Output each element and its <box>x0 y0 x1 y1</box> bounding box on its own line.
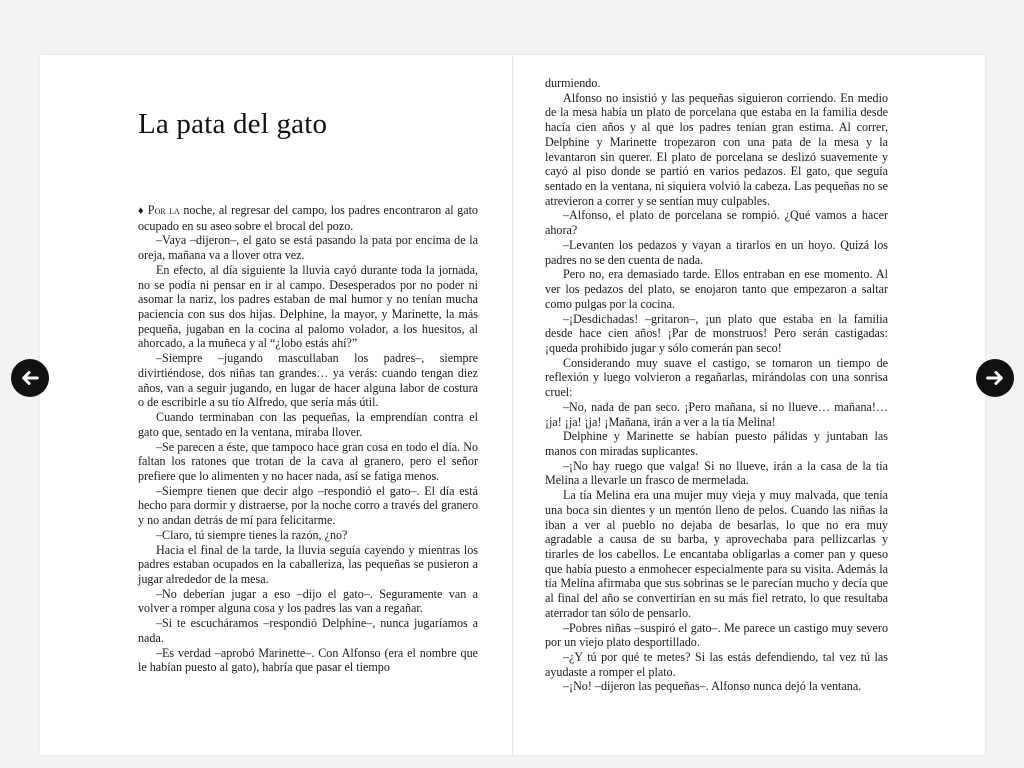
paragraph: –Si te escucháramos –respondió Delphine–, nunca jugaríamos a nada. <box>138 616 478 645</box>
paragraph: –Levanten los pedazos y vayan a tirarlos en un hoyo. Quizá los padres no se den cuenta de nada. <box>545 237 888 267</box>
paragraph: –¡No! –dijeron las pequeñas–. Alfonso nunca dejó la ventana. <box>563 679 862 694</box>
arrow-right-icon <box>984 367 1006 389</box>
paragraph: –Pobres niñas –suspiró el gato–. Me parece un castigo muy severo por un viejo plato desportillado. <box>545 620 888 650</box>
opening-paragraph <box>138 203 478 233</box>
paragraph: –No, nada de pan seco. ¡Pero mañana, si no llueve… mañana!… ¡ja! ¡ja! ¡ja! ¡Mañana, irán a ver a la tía Melina! <box>545 399 888 429</box>
chapter-title: La pata del gato <box>138 108 328 140</box>
paragraph: –Es verdad –aprobó Marinette–. Con Alfonso (era el nombre que le habían puesto al gato), habría que pasar el tiempo <box>138 645 478 675</box>
paragraph: –Alfonso, el plato de porcelana se rompió. ¿Qué vamos a hacer ahora? <box>545 208 888 238</box>
right-page <box>545 76 888 755</box>
paragraph: –¡Desdichadas! –gritaron–, ¡un plato que estaba en la familia desde hace cien años! ¡Par de monstruos! Pero serán castigadas: ¡queda prohibido jugar y sólo comerán pan seco! <box>545 311 888 355</box>
paragraph: –Siempre –jugando mascullaban los padres–, siempre divirtiéndose, dos niñas tan grandes… ya verás: cuando tengan diez años, van a seguir jugando, en lugar de hacer alguna labor de costura o de escribirle a su tío Alfredo, que sería más útil. <box>138 351 478 410</box>
paragraph: Alfonso no insistió y las pequeñas siguieron corriendo. En medio de la mesa había un plato de porcelana que estaba en la familia desde hacía cien años y al que los padres tenían gran estima. Al correr, Delphine y Marinette tropezaron con una pata de la mesa y la levantaron sin querer. El plato de porcelana se deslizó suavemente y cayó al piso donde se partió en varios pedazos. El gato, que seguía sentado en la ventana, ni siquiera volvió la cabeza. Las pequeñas no se atrevieron a correr y se sentían muy culpables. <box>545 90 888 208</box>
paragraph: –Vaya –dijeron–, el gato se está pasando la pata por encima de la oreja, mañana va a llover otra vez. <box>138 233 478 263</box>
paragraph: Delphine y Marinette se habían puesto pálidas y juntaban las manos con miradas suplicantes. <box>545 429 888 458</box>
paragraph: –¡No hay ruego que valga! Si no llueve, irán a la casa de la tía Melina a llevarle un frasco de mermelada. <box>545 458 888 488</box>
paragraph: En efecto, al día siguiente la lluvia cayó durante toda la jornada, no se podía ni pensar en ir al campo. Desesperados por no poder ni asomar la nariz, los padres estaban de mal humor y no tenían mucha paciencia con sus dos hijas. Delphine, la mayor, y Marinette, la más pequeña, jugaban en la cocina al palomo volador, a los huesitos, al ahorcado, a la muñeca y al “¿lobo estás ahí?” <box>138 262 478 351</box>
left-paragraphs <box>138 233 478 675</box>
ornament-icon: ♦ <box>138 205 145 217</box>
paragraph: Cuando terminaban con las pequeñas, la emprendían contra el gato que, sentado en la ventana, miraba llover. <box>138 410 478 439</box>
opening-text: noche, al regresar del campo, los padres encontraron al gato ocupado en su aseo sobre el brocal del pozo. <box>138 203 478 233</box>
paragraph: –Se parecen a éste, que tampoco hace gran cosa en todo el día. No faltan los ratones que trotan de la cava al granero, pero el señor prefiere que lo alimenten y no hacer nada, así se fatiga menos. <box>138 439 478 483</box>
paragraph: –Claro, tú siempre tienes la razón, ¿no? <box>156 527 348 542</box>
paragraph: –¿Y tú por qué te metes? Si las estás defendiendo, tal vez tú las ayudaste a romper el plato. <box>545 650 888 679</box>
page-gutter <box>512 55 513 755</box>
paragraph: –Siempre tienen que decir algo –respondió el gato–. El día está hecho para dormir y distraerse, por la noche corro a través del granero y no andan detrás de mí para felicitarme. <box>138 483 478 528</box>
arrow-left-icon <box>19 367 41 389</box>
previous-page-button[interactable] <box>11 359 49 397</box>
paragraph: Pero no, era demasiado tarde. Ellos entraban en ese momento. Al ver los pedazos del plato, se enojaron tanto que empezaron a saltar como pulgas por la cocina. <box>545 267 888 311</box>
paragraph: durmiendo. <box>545 76 601 90</box>
next-page-button[interactable] <box>976 359 1014 397</box>
opening-smallcaps: Por la <box>147 203 180 217</box>
paragraph: Considerando muy suave el castigo, se tomaron un tiempo de reflexión y luego volvieron a regañarlas, mirándolas con una sonrisa cruel: <box>545 355 888 400</box>
left-page <box>138 55 478 755</box>
left-page-body <box>138 203 478 675</box>
paragraph: –No deberían jugar a eso –dijo el gato–. Seguramente van a volver a romper alguna cosa y los padres las van a regañar. <box>138 586 478 616</box>
paragraph: La tía Melina era una mujer muy vieja y muy malvada, que tenía una boca sin dientes y un mentón lleno de pelos. Cuando las niñas la iban a ver al pueblo no dejaba de besarlas, lo que no era muy agradable a causa de su barba, y aprovechaba para pellizcarlas y tirarles de los cabellos. Le encantaba obligarlas a comer pan y queso que había puesto a enmohecer especialmente para su visita. Además la tía Melina afirmaba que sus sobrinas se le parecían mucho y decía que al final del año se convertirían en su más fiel retrato, lo que resultaba aterrador tan sólo de pensarlo. <box>545 488 888 620</box>
right-paragraphs <box>545 76 888 694</box>
book-spread <box>40 55 985 755</box>
paragraph: Hacia el final de la tarde, la lluvia seguía cayendo y mientras los padres estaban ocupados en la caballeriza, las pequeñas se pusieron a jugar alrededor de la mesa. <box>138 542 478 586</box>
